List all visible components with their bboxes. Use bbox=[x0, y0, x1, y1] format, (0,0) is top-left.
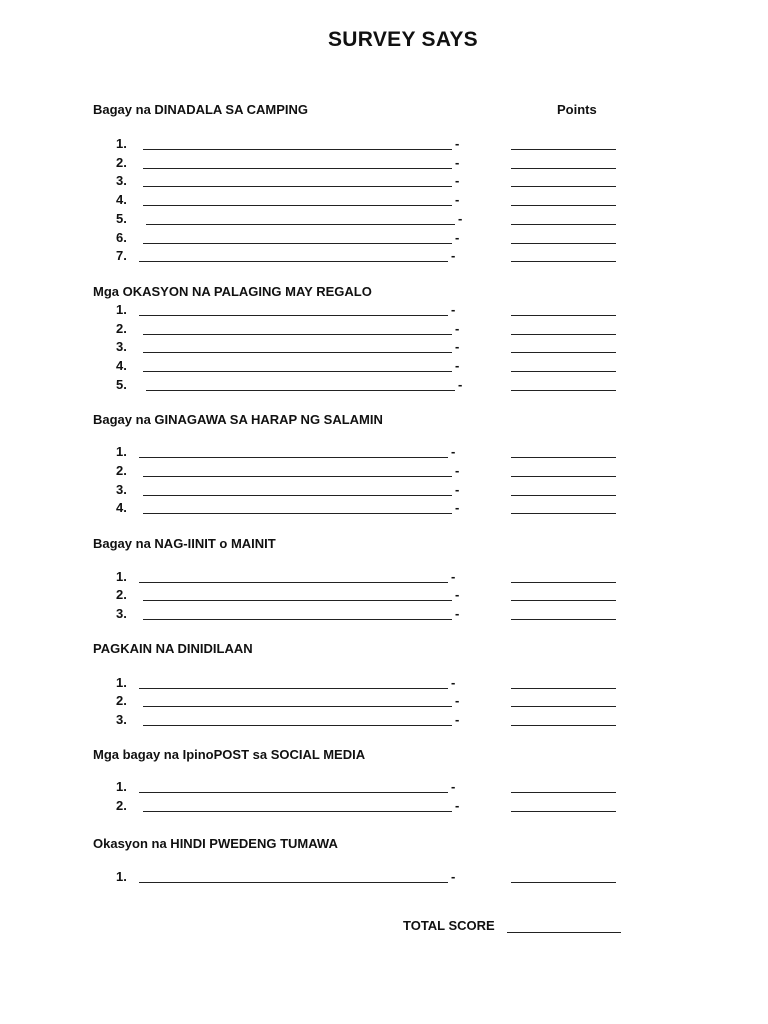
section-heading: Bagay na GINAGAWA SA HARAP NG SALAMIN bbox=[93, 412, 383, 427]
answer-blank[interactable] bbox=[139, 792, 448, 793]
answer-row bbox=[0, 587, 768, 605]
answer-blank[interactable] bbox=[143, 243, 452, 244]
item-number: 2. bbox=[116, 155, 127, 170]
separator-dash: - bbox=[455, 606, 460, 621]
points-blank[interactable] bbox=[511, 619, 616, 620]
separator-dash: - bbox=[451, 444, 456, 459]
points-blank[interactable] bbox=[511, 725, 616, 726]
answer-blank[interactable] bbox=[143, 149, 452, 150]
item-number: 3. bbox=[116, 339, 127, 354]
item-number: 1. bbox=[116, 444, 127, 459]
answer-row bbox=[0, 358, 768, 376]
points-blank[interactable] bbox=[511, 168, 616, 169]
answer-blank[interactable] bbox=[143, 725, 452, 726]
points-blank[interactable] bbox=[511, 457, 616, 458]
answer-blank[interactable] bbox=[143, 371, 452, 372]
answer-blank[interactable] bbox=[146, 390, 455, 391]
answer-blank[interactable] bbox=[143, 513, 452, 514]
separator-dash: - bbox=[455, 136, 460, 151]
points-blank[interactable] bbox=[511, 243, 616, 244]
answer-row bbox=[0, 869, 768, 887]
item-number: 5. bbox=[116, 377, 127, 392]
separator-dash: - bbox=[458, 211, 463, 226]
points-blank[interactable] bbox=[511, 390, 616, 391]
separator-dash: - bbox=[455, 482, 460, 497]
item-number: 4. bbox=[116, 358, 127, 373]
answer-blank[interactable] bbox=[143, 811, 452, 812]
separator-dash: - bbox=[451, 302, 456, 317]
answer-blank[interactable] bbox=[143, 619, 452, 620]
answer-row bbox=[0, 377, 768, 395]
separator-dash: - bbox=[455, 463, 460, 478]
separator-dash: - bbox=[458, 377, 463, 392]
separator-dash: - bbox=[455, 155, 460, 170]
answer-blank[interactable] bbox=[139, 315, 448, 316]
answer-row bbox=[0, 302, 768, 320]
section-heading: PAGKAIN NA DINIDILAAN bbox=[93, 641, 253, 656]
item-number: 2. bbox=[116, 587, 127, 602]
points-blank[interactable] bbox=[511, 149, 616, 150]
answer-row bbox=[0, 779, 768, 797]
section-heading: Okasyon na HINDI PWEDENG TUMAWA bbox=[93, 836, 338, 851]
separator-dash: - bbox=[455, 230, 460, 245]
item-number: 1. bbox=[116, 869, 127, 884]
answer-row bbox=[0, 482, 768, 500]
points-blank[interactable] bbox=[511, 582, 616, 583]
points-blank[interactable] bbox=[511, 371, 616, 372]
answer-row bbox=[0, 463, 768, 481]
points-blank[interactable] bbox=[511, 706, 616, 707]
separator-dash: - bbox=[455, 321, 460, 336]
total-score-label: TOTAL SCORE bbox=[403, 918, 495, 933]
answer-row bbox=[0, 192, 768, 210]
answer-row bbox=[0, 230, 768, 248]
item-number: 1. bbox=[116, 302, 127, 317]
item-number: 2. bbox=[116, 321, 127, 336]
item-number: 6. bbox=[116, 230, 127, 245]
section-heading: Mga OKASYON NA PALAGING MAY REGALO bbox=[93, 284, 372, 299]
points-blank[interactable] bbox=[511, 811, 616, 812]
item-number: 4. bbox=[116, 192, 127, 207]
answer-blank[interactable] bbox=[143, 205, 452, 206]
item-number: 3. bbox=[116, 712, 127, 727]
separator-dash: - bbox=[455, 358, 460, 373]
answer-blank[interactable] bbox=[143, 168, 452, 169]
answer-blank[interactable] bbox=[139, 582, 448, 583]
separator-dash: - bbox=[455, 339, 460, 354]
answer-blank[interactable] bbox=[143, 706, 452, 707]
points-blank[interactable] bbox=[511, 261, 616, 262]
points-blank[interactable] bbox=[511, 688, 616, 689]
points-blank[interactable] bbox=[511, 513, 616, 514]
points-blank[interactable] bbox=[511, 186, 616, 187]
points-column-heading: Points bbox=[557, 102, 597, 117]
separator-dash: - bbox=[455, 587, 460, 602]
section-heading: Bagay na NAG-IINIT o MAINIT bbox=[93, 536, 276, 551]
answer-row bbox=[0, 248, 768, 266]
item-number: 3. bbox=[116, 173, 127, 188]
points-blank[interactable] bbox=[511, 476, 616, 477]
separator-dash: - bbox=[455, 173, 460, 188]
answer-row bbox=[0, 444, 768, 462]
answer-row bbox=[0, 500, 768, 518]
answer-blank[interactable] bbox=[139, 688, 448, 689]
separator-dash: - bbox=[451, 569, 456, 584]
item-number: 1. bbox=[116, 779, 127, 794]
separator-dash: - bbox=[455, 500, 460, 515]
total-score-blank[interactable] bbox=[507, 932, 621, 933]
item-number: 2. bbox=[116, 463, 127, 478]
answer-row bbox=[0, 339, 768, 357]
answer-blank[interactable] bbox=[143, 334, 452, 335]
answer-row bbox=[0, 798, 768, 816]
separator-dash: - bbox=[451, 869, 456, 884]
answer-blank[interactable] bbox=[139, 261, 448, 262]
answer-row bbox=[0, 136, 768, 154]
page-title: SURVEY SAYS bbox=[328, 28, 478, 51]
separator-dash: - bbox=[455, 693, 460, 708]
answer-row bbox=[0, 321, 768, 339]
answer-row bbox=[0, 569, 768, 587]
item-number: 3. bbox=[116, 482, 127, 497]
points-blank[interactable] bbox=[511, 315, 616, 316]
item-number: 1. bbox=[116, 569, 127, 584]
item-number: 5. bbox=[116, 211, 127, 226]
section-heading: Bagay na DINADALA SA CAMPING bbox=[93, 102, 309, 117]
answer-row bbox=[0, 211, 768, 229]
separator-dash: - bbox=[455, 798, 460, 813]
points-blank[interactable] bbox=[511, 495, 616, 496]
answer-row bbox=[0, 712, 768, 730]
separator-dash: - bbox=[451, 248, 456, 263]
answer-blank[interactable] bbox=[146, 224, 455, 225]
item-number: 1. bbox=[116, 675, 127, 690]
answer-blank[interactable] bbox=[139, 882, 448, 883]
answer-row bbox=[0, 606, 768, 624]
section-heading: Mga bagay na IpinoPOST sa SOCIAL MEDIA bbox=[93, 747, 366, 762]
points-blank[interactable] bbox=[511, 792, 616, 793]
points-blank[interactable] bbox=[511, 205, 616, 206]
item-number: 1. bbox=[116, 136, 127, 151]
answer-row bbox=[0, 173, 768, 191]
separator-dash: - bbox=[451, 675, 456, 690]
answer-row bbox=[0, 155, 768, 173]
item-number: 4. bbox=[116, 500, 127, 515]
item-number: 7. bbox=[116, 248, 127, 263]
answer-blank[interactable] bbox=[143, 186, 452, 187]
answer-blank[interactable] bbox=[143, 476, 452, 477]
item-number: 3. bbox=[116, 606, 127, 621]
item-number: 2. bbox=[116, 693, 127, 708]
points-blank[interactable] bbox=[511, 224, 616, 225]
answer-blank[interactable] bbox=[143, 352, 452, 353]
separator-dash: - bbox=[451, 779, 456, 794]
answer-blank[interactable] bbox=[139, 457, 448, 458]
points-blank[interactable] bbox=[511, 352, 616, 353]
answer-row bbox=[0, 675, 768, 693]
points-blank[interactable] bbox=[511, 600, 616, 601]
points-blank[interactable] bbox=[511, 334, 616, 335]
item-number: 2. bbox=[116, 798, 127, 813]
answer-row bbox=[0, 693, 768, 711]
separator-dash: - bbox=[455, 712, 460, 727]
separator-dash: - bbox=[455, 192, 460, 207]
answer-blank[interactable] bbox=[143, 600, 452, 601]
answer-blank[interactable] bbox=[143, 495, 452, 496]
points-blank[interactable] bbox=[511, 882, 616, 883]
